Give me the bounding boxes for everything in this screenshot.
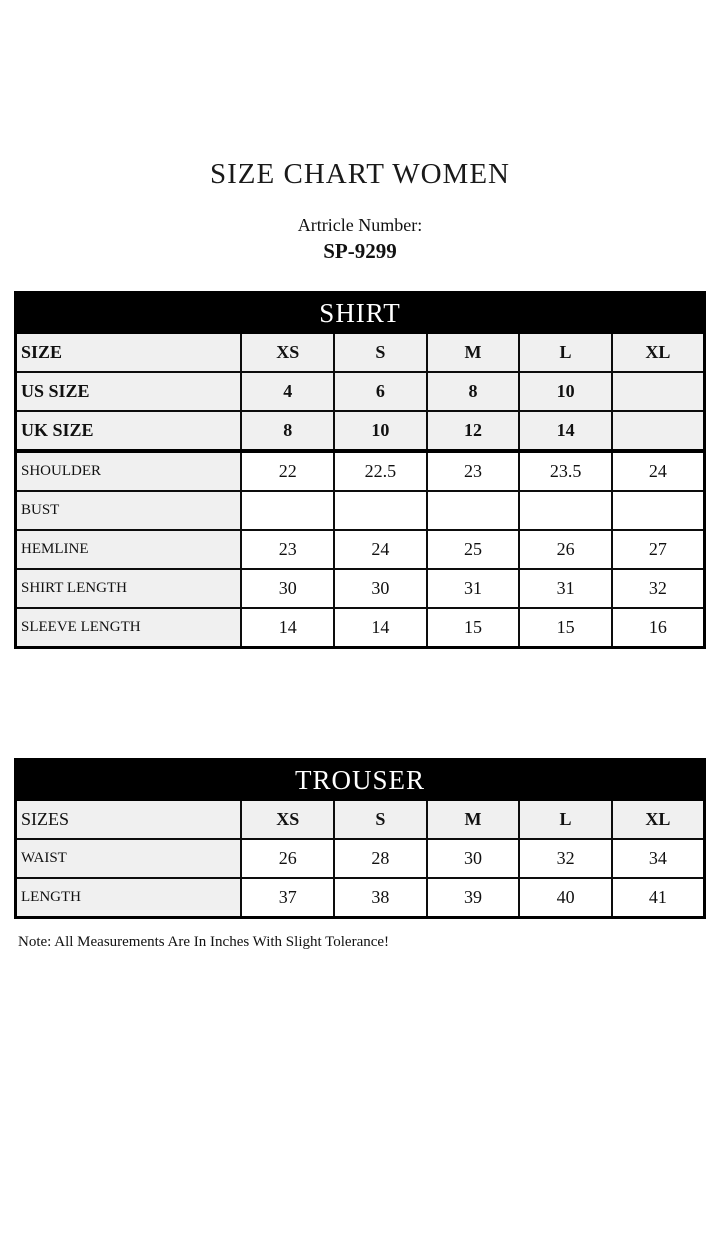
trouser-sizes-header-row	[16, 800, 705, 839]
table-cell: 30	[427, 839, 520, 878]
table-cell	[334, 491, 427, 530]
trouser-size-table	[14, 758, 706, 919]
shirt-title-row	[16, 293, 705, 334]
article-number-value: SP-9299	[323, 239, 397, 263]
table-cell: 14	[334, 608, 427, 648]
table-cell: 30	[334, 569, 427, 608]
column-header-xs: XS	[241, 800, 334, 839]
row-label: WAIST	[16, 839, 242, 878]
table-cell: 16	[612, 608, 705, 648]
row-label: SLEEVE LENGTH	[16, 608, 242, 648]
row-label: US SIZE	[16, 372, 242, 411]
shoulder-row	[16, 451, 705, 491]
table-cell: 22	[241, 451, 334, 491]
table-cell: 38	[334, 878, 427, 918]
article-number-label: Artricle Number:	[297, 215, 423, 235]
table-cell: 32	[612, 569, 705, 608]
table-cell: 27	[612, 530, 705, 569]
length-row	[16, 878, 705, 918]
table-cell	[612, 372, 705, 411]
table-cell: 31	[427, 569, 520, 608]
row-label: LENGTH	[16, 878, 242, 918]
table-cell: 40	[519, 878, 612, 918]
table-cell: 23.5	[519, 451, 612, 491]
column-header-sizes: SIZES	[16, 800, 242, 839]
row-label: UK SIZE	[16, 411, 242, 451]
column-header-s: S	[334, 800, 427, 839]
column-header-xl: XL	[612, 800, 705, 839]
sleeve-length-row	[16, 608, 705, 648]
table-cell	[241, 491, 334, 530]
table-cell: 32	[519, 839, 612, 878]
uk-size-row	[16, 411, 705, 451]
table-cell: 41	[612, 878, 705, 918]
table-cell: 30	[241, 569, 334, 608]
table-cell: 37	[241, 878, 334, 918]
table-cell: 8	[427, 372, 520, 411]
column-header-xl: XL	[612, 333, 705, 372]
trouser-title-row	[16, 760, 705, 801]
measurement-note: Note: All Measurements Are In Inches With Slight Tolerance!	[18, 934, 390, 950]
table-cell: 23	[241, 530, 334, 569]
hemline-row	[16, 530, 705, 569]
shirt-size-table	[14, 291, 706, 649]
us-size-row	[16, 372, 705, 411]
table-cell: 39	[427, 878, 520, 918]
table-cell: 31	[519, 569, 612, 608]
table-cell	[612, 411, 705, 451]
table-cell: 26	[519, 530, 612, 569]
table-cell: 15	[427, 608, 520, 648]
table-cell	[612, 491, 705, 530]
row-label: SHOULDER	[16, 451, 242, 491]
shirt-length-row	[16, 569, 705, 608]
table-cell: 8	[241, 411, 334, 451]
trouser-table-title: TROUSER	[16, 760, 705, 801]
table-cell: 4	[241, 372, 334, 411]
column-header-s: S	[334, 333, 427, 372]
table-cell: 26	[241, 839, 334, 878]
table-cell: 24	[612, 451, 705, 491]
table-cell: 15	[519, 608, 612, 648]
size-chart-page	[0, 158, 720, 951]
row-label: HEMLINE	[16, 530, 242, 569]
table-cell: 23	[427, 451, 520, 491]
page-title: SIZE CHART WOMEN	[210, 158, 510, 190]
table-cell: 24	[334, 530, 427, 569]
table-cell: 34	[612, 839, 705, 878]
waist-row	[16, 839, 705, 878]
column-header-l: L	[519, 333, 612, 372]
column-header-size: SIZE	[16, 333, 242, 372]
table-cell: 10	[334, 411, 427, 451]
shirt-table-title: SHIRT	[16, 293, 705, 334]
column-header-xs: XS	[241, 333, 334, 372]
table-cell: 12	[427, 411, 520, 451]
shirt-size-header-row	[16, 333, 705, 372]
bust-row	[16, 491, 705, 530]
column-header-m: M	[427, 333, 520, 372]
column-header-l: L	[519, 800, 612, 839]
table-cell: 6	[334, 372, 427, 411]
column-header-m: M	[427, 800, 520, 839]
table-cell: 28	[334, 839, 427, 878]
table-cell: 25	[427, 530, 520, 569]
table-cell: 22.5	[334, 451, 427, 491]
row-label: SHIRT LENGTH	[16, 569, 242, 608]
table-cell: 14	[241, 608, 334, 648]
table-cell	[519, 491, 612, 530]
table-cell	[427, 491, 520, 530]
table-cell: 14	[519, 411, 612, 451]
table-cell: 10	[519, 372, 612, 411]
row-label: BUST	[16, 491, 242, 530]
